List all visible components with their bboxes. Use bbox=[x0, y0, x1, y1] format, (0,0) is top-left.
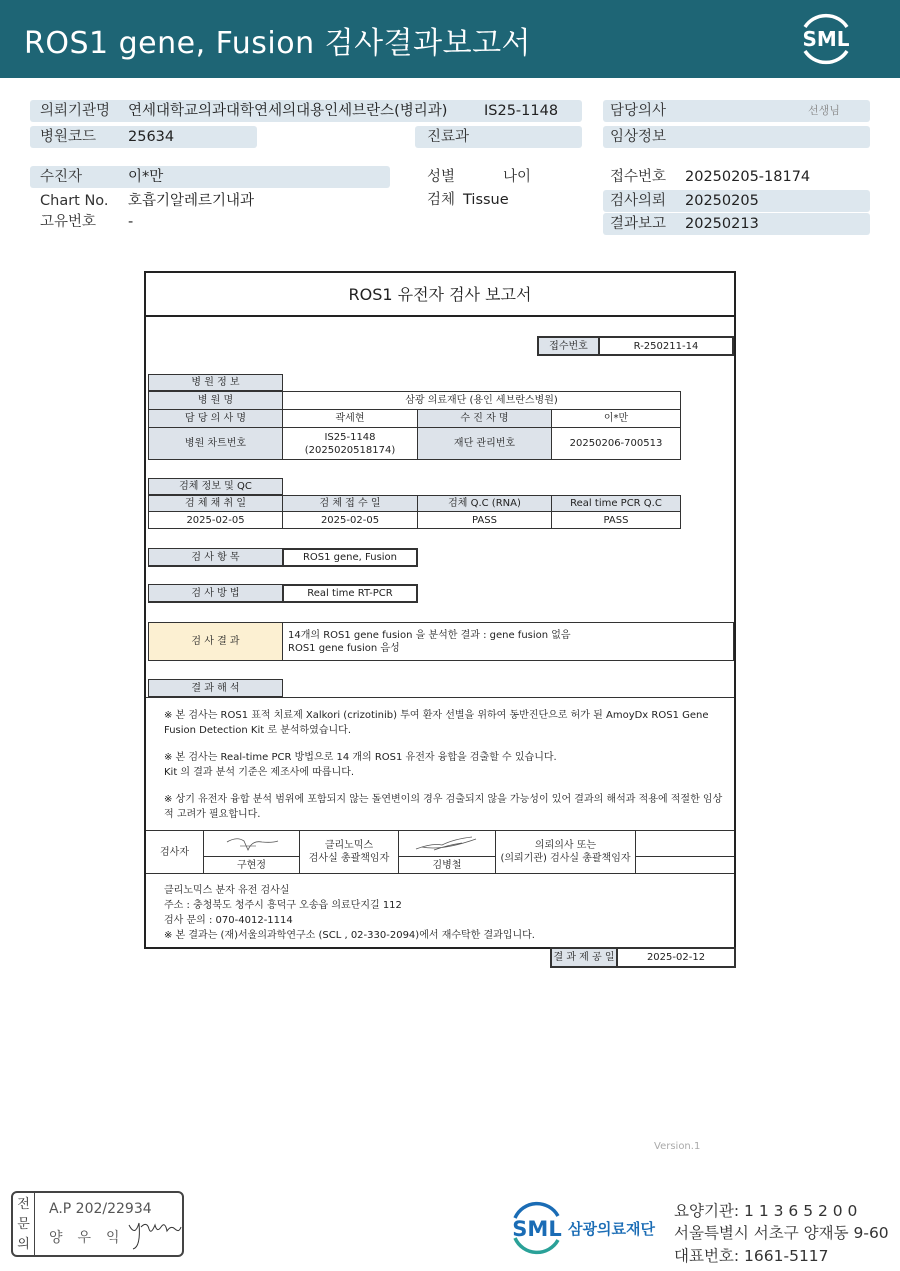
patient-value: 이*만 bbox=[128, 169, 164, 185]
provided-value: 2025-02-12 bbox=[616, 947, 736, 968]
sex-label: 성별 bbox=[427, 169, 456, 185]
result-line-1: 14개의 ROS1 gene fusion 을 분석한 결과 : gene fusion 없음 bbox=[288, 629, 571, 641]
receipt-value: 20250205-18174 bbox=[685, 169, 811, 185]
interp-paragraph-1 bbox=[164, 708, 709, 738]
stamp-license-number: A.P 202/22934 bbox=[49, 1201, 152, 1217]
method-label: 검 사 방 법 bbox=[148, 584, 283, 603]
lab-info-2: 주소 : 충청북도 청주시 흥덕구 오송읍 의료단지길 112 bbox=[164, 900, 402, 911]
report-receipt-label: 접수번호 bbox=[537, 336, 600, 356]
foundation-number-value: 20250206-700513 bbox=[551, 427, 681, 460]
interp-3a: ※ 상기 유전자 융합 분석 범위에 포함되지 않는 돌연변이의 경우 검출되지 않을 가능성이 있어 결과의 해석과 적용에 적절한 임상 bbox=[164, 794, 723, 805]
lab-info bbox=[164, 883, 535, 943]
sml-logo-icon bbox=[795, 10, 857, 68]
chart-row bbox=[30, 190, 390, 212]
unique-row bbox=[30, 211, 390, 233]
examiner-label: 검사자 bbox=[146, 830, 204, 874]
patient-name-value: 이*만 bbox=[551, 409, 681, 428]
request-value: 20250205 bbox=[685, 193, 759, 209]
request-row bbox=[603, 190, 870, 212]
chart-number-label: 병원 차트번호 bbox=[148, 427, 283, 460]
footer-logo-text: SML bbox=[512, 1217, 562, 1241]
hospital-name-label: 병 원 명 bbox=[148, 391, 283, 410]
examiner-name: 구현정 bbox=[203, 856, 300, 874]
version-label: Version.1 bbox=[654, 1141, 701, 1152]
hospital-code-value: 25634 bbox=[128, 129, 175, 145]
chart-number-value bbox=[282, 427, 418, 460]
chart-number-line-2: (2025020518174) bbox=[304, 444, 396, 456]
result-line-2: ROS1 gene fusion 음성 bbox=[288, 642, 400, 654]
provided-label: 결 과 제 공 일 bbox=[550, 947, 618, 968]
chart-label: Chart No. bbox=[40, 193, 109, 209]
col-receive-header: 검 체 접 수 일 bbox=[282, 495, 418, 512]
unique-value: - bbox=[128, 214, 134, 230]
report-receipt-value: R-250211-14 bbox=[598, 336, 734, 356]
signature-bottom-line bbox=[146, 873, 734, 874]
col-pcr-qc-header: Real time PCR Q.C bbox=[551, 495, 681, 512]
lab-info-1: 클리노믹스 분자 유전 검사실 bbox=[164, 885, 290, 896]
report-box bbox=[144, 271, 736, 949]
company-logo bbox=[512, 1200, 672, 1260]
hospital-code-row bbox=[30, 126, 257, 148]
institution-code: IS25-1148 bbox=[484, 103, 559, 119]
examiner-signature-icon bbox=[222, 834, 282, 854]
chart-value: 호흡기알레르기내과 bbox=[128, 193, 255, 209]
val-pcr-qc: PASS bbox=[551, 511, 681, 529]
receipt-label: 접수번호 bbox=[610, 169, 667, 185]
requester-label bbox=[495, 830, 636, 874]
hospital-section-header: 병 원 정 보 bbox=[148, 374, 283, 392]
clinical-label: 임상정보 bbox=[610, 129, 667, 145]
interp-2a: ※ 본 검사는 Real-time PCR 방법으로 14 개의 ROS1 유전자 융합을 검출할 수 있습니다. bbox=[164, 752, 557, 763]
hospital-name-value: 삼광 의료재단 (용인 세브란스병원) bbox=[282, 391, 681, 410]
foundation-number-label: 재단 관리번호 bbox=[417, 427, 552, 460]
lab-director-signature-icon bbox=[412, 833, 482, 855]
lab-director-label-2: 검사실 총괄책임자 bbox=[308, 853, 390, 864]
result-label: 검 사 결 과 bbox=[148, 622, 283, 661]
method-value: Real time RT-PCR bbox=[282, 584, 418, 603]
unique-label: 고유번호 bbox=[40, 214, 97, 230]
department-label: 진료과 bbox=[427, 129, 470, 145]
result-report-label: 결과보고 bbox=[610, 216, 667, 232]
lab-director-label-1: 클리노믹스 bbox=[324, 840, 374, 851]
doctor-row bbox=[603, 100, 870, 122]
patient-row bbox=[30, 166, 390, 188]
care-code: 요양기관: 1 1 3 6 5 2 0 0 bbox=[674, 1202, 858, 1220]
requester-signature bbox=[635, 830, 734, 857]
col-rna-qc-header: 검체 Q.C (RNA) bbox=[417, 495, 552, 512]
requester-label-2: (의뢰기관) 검사실 총괄책임자 bbox=[500, 853, 631, 864]
val-collect: 2025-02-05 bbox=[148, 511, 283, 529]
sml-footer-logo-icon bbox=[512, 1200, 672, 1256]
hospital-code-label: 병원코드 bbox=[40, 129, 97, 145]
stamp-side-1: 전 bbox=[17, 1197, 30, 1212]
doctor-suffix: 선생님 bbox=[808, 104, 840, 117]
specimen-value: Tissue bbox=[463, 192, 509, 208]
patient-label: 수진자 bbox=[40, 169, 83, 185]
stamp-side-label bbox=[13, 1193, 35, 1255]
institution-label: 의뢰기관명 bbox=[40, 103, 111, 119]
report-title: ROS1 유전자 검사 보고서 bbox=[146, 273, 734, 317]
specimen-row bbox=[415, 189, 585, 211]
examiner-signature bbox=[203, 830, 300, 857]
test-item-value: ROS1 gene, Fusion bbox=[282, 548, 418, 567]
institution-row bbox=[30, 100, 582, 122]
company-address: 서울특별시 서초구 양재동 9-60 bbox=[674, 1224, 889, 1242]
company-name: 삼광의료재단 bbox=[568, 1220, 655, 1238]
interp-divider bbox=[146, 697, 734, 698]
requester-label-1: 의뢰의사 또는 bbox=[534, 840, 597, 851]
report-main-title: ROS1 gene, Fusion 검사결과보고서 bbox=[24, 26, 532, 61]
result-value bbox=[282, 622, 734, 661]
sml-logo-text: SML bbox=[802, 27, 850, 51]
header-bar bbox=[0, 0, 900, 78]
val-rna-qc: PASS bbox=[417, 511, 552, 529]
stamp-signature-icon bbox=[125, 1207, 183, 1251]
interp-section-header: 결 과 해 석 bbox=[148, 679, 283, 698]
interp-1a: ※ 본 검사는 ROS1 표적 치료제 Xalkori (crizotinib) 투여 환자 선별을 위하여 동반진단으로 허가 된 AmoyDx ROS1 Gene bbox=[164, 710, 709, 721]
department-row bbox=[415, 126, 582, 148]
specialist-stamp bbox=[11, 1191, 184, 1257]
test-item-label: 검 사 항 목 bbox=[148, 548, 283, 567]
lab-director-label bbox=[299, 830, 399, 874]
result-report-value: 20250213 bbox=[685, 216, 759, 232]
lab-director-name: 김병철 bbox=[398, 856, 496, 874]
interp-paragraph-3 bbox=[164, 792, 722, 822]
request-label: 검사의뢰 bbox=[610, 193, 667, 209]
doctor-name-label: 담 당 의 사 명 bbox=[148, 409, 283, 428]
doctor-label: 담당의사 bbox=[610, 103, 667, 119]
interp-2b: Kit 의 결과 분석 기준은 제조사에 따릅니다. bbox=[164, 767, 355, 778]
interp-3b: 적 고려가 필요합니다. bbox=[164, 809, 261, 820]
clinical-row bbox=[603, 126, 870, 148]
company-phone: 대표번호: 1661-5117 bbox=[674, 1247, 829, 1265]
stamp-side-2: 문 bbox=[17, 1217, 30, 1232]
institution-value: 연세대학교의과대학연세의대용인세브란스(병리과) bbox=[128, 103, 448, 119]
lab-info-3: 검사 문의 : 070-4012-1114 bbox=[164, 915, 293, 926]
stamp-doctor-name: 양우익 bbox=[49, 1230, 135, 1246]
patient-name-label: 수 진 자 명 bbox=[417, 409, 552, 428]
chart-number-line-1: IS25-1148 bbox=[324, 431, 376, 443]
lab-director-signature bbox=[398, 830, 496, 857]
specimen-label: 검체 bbox=[427, 192, 456, 208]
receipt-row bbox=[603, 166, 870, 188]
doctor-name-value: 곽세현 bbox=[282, 409, 418, 428]
age-label: 나이 bbox=[503, 169, 532, 185]
val-receive: 2025-02-05 bbox=[282, 511, 418, 529]
col-collect-header: 검 체 채 취 일 bbox=[148, 495, 283, 512]
sex-age-row bbox=[415, 166, 585, 188]
lab-info-4: ※ 본 결과는 (재)서울의과학연구소 (SCL , 02-330-2094)에서 재수탁한 결과입니다. bbox=[164, 930, 535, 941]
result-report-row bbox=[603, 213, 870, 235]
interp-paragraph-2 bbox=[164, 750, 557, 780]
specimen-section-header: 검체 정보 및 QC bbox=[148, 478, 283, 496]
interp-1b: Fusion Detection Kit 로 분석하였습니다. bbox=[164, 725, 351, 736]
stamp-side-3: 의 bbox=[17, 1237, 30, 1252]
